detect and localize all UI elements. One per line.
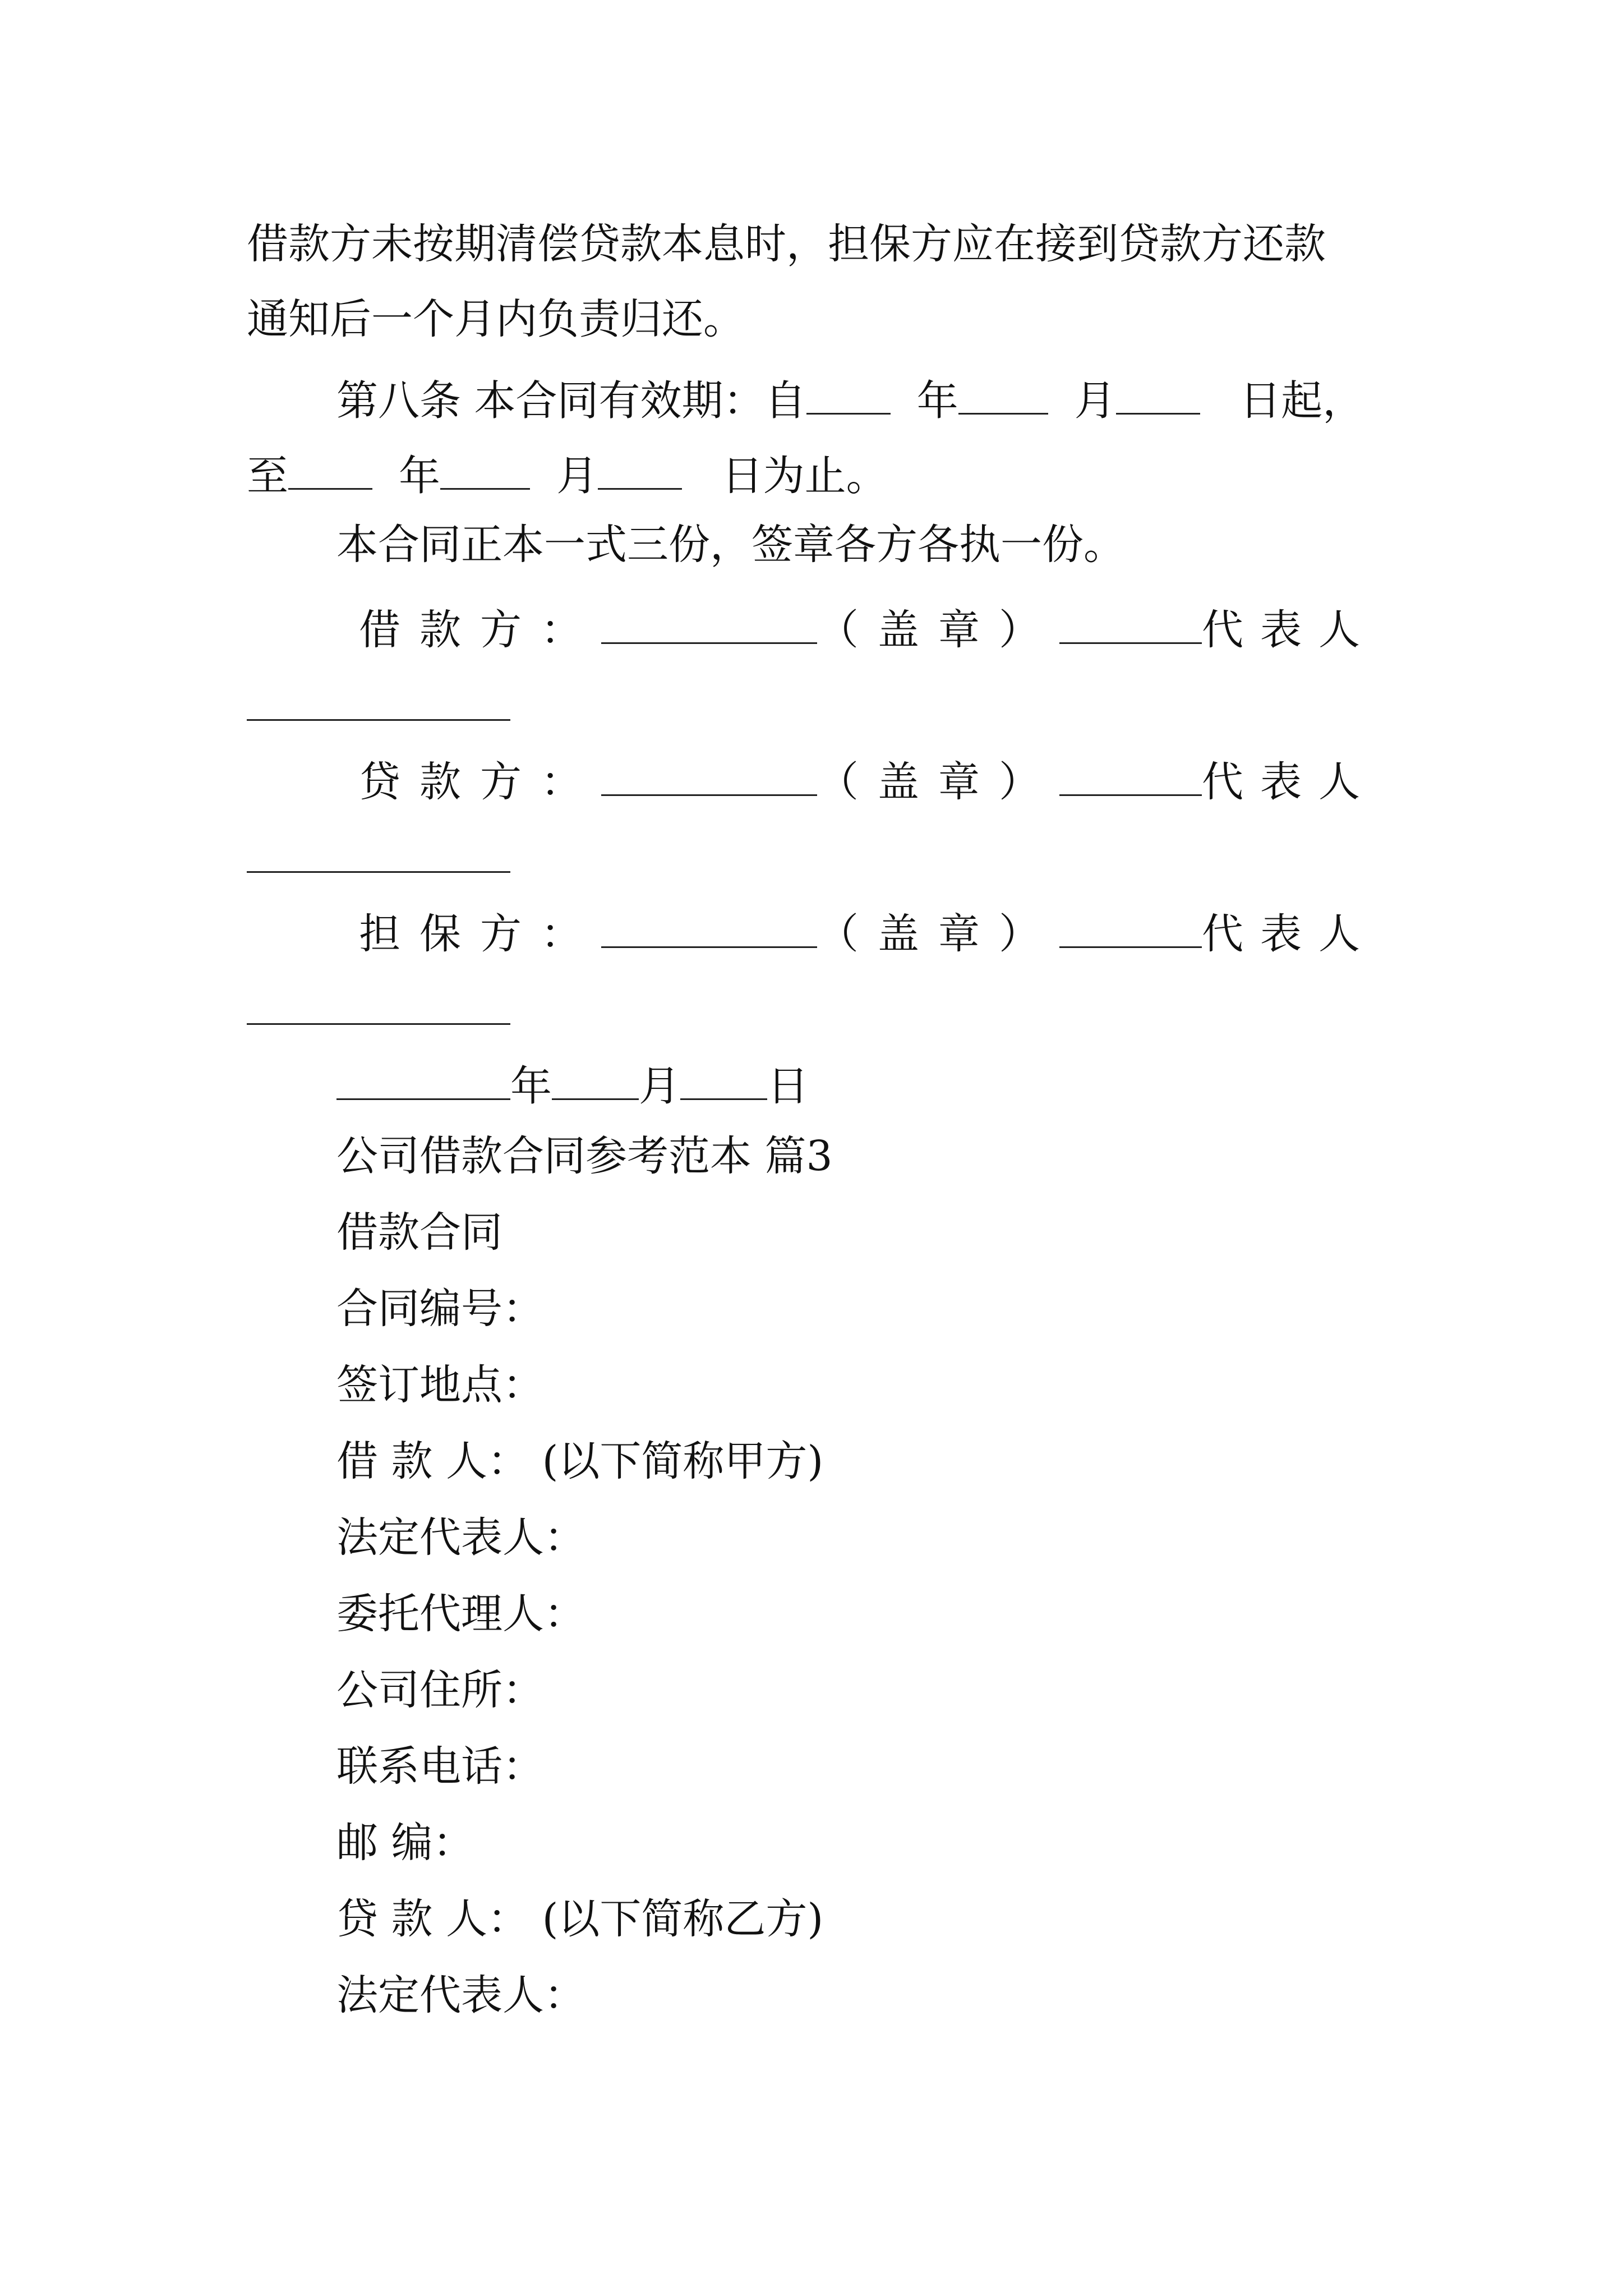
signature-blank [601,907,817,948]
field-line: 贷 款 人： (以下简称乙方) [336,1895,824,1943]
representative-label: 代表人 [1202,910,1377,959]
field-line: 联系电话： [336,1742,544,1791]
field-line: 公司住所： [336,1666,544,1714]
party-label: 贷款方： [359,758,601,807]
blank-underline [288,449,372,490]
paragraph-line: 通知后一个月内负责归还。 [247,295,745,343]
seal-label: （盖章） [817,758,1060,807]
signature-blank [1059,907,1202,948]
signature-blank [1059,755,1202,796]
field-line: 委托代理人： [336,1590,585,1638]
signature-blank [601,603,817,644]
blank-underline [598,449,682,490]
copies-statement: 本合同正本一式三份，签章各方各执一份。 [336,521,1125,569]
field-line: 法定代表人： [336,1971,585,2019]
blank-underline [680,1059,767,1100]
field-line: 签订地点： [336,1361,544,1409]
representative-underline [247,1023,510,1025]
month-label: 月 [639,1062,680,1111]
month-label: 月 [556,452,598,500]
contract-title: 借款合同 [336,1208,502,1257]
signature-row-borrower [359,603,1377,655]
representative-label: 代表人 [1202,606,1377,655]
representative-underline [247,719,510,721]
blank-underline [440,449,530,490]
section-title: 公司借款合同参考范本 篇3 [336,1132,833,1180]
article-eight-prefix: 第八条 本合同有效期：自 [336,376,806,425]
paragraph-line: 借款方未按期清偿贷款本息时，担保方应在接到贷款方还款 [247,220,1326,268]
date-line [336,1059,809,1111]
article-eight-line [336,374,1364,425]
year-label: 年 [510,1062,552,1111]
blank-underline [336,1059,510,1100]
signature-blank [1059,603,1202,644]
representative-label: 代表人 [1202,758,1377,807]
day-start-label: 日起， [1239,376,1364,425]
month-label: 月 [1074,376,1116,425]
seal-label: （盖章） [817,606,1060,655]
year-label: 年 [399,452,441,500]
seal-label: （盖章） [817,910,1060,959]
field-line: 邮 编： [336,1819,474,1867]
party-label: 担保方： [359,910,601,959]
representative-underline [247,871,510,873]
blank-underline [806,374,891,415]
signature-row-lender [359,755,1377,807]
day-end-label: 日为止。 [721,452,888,500]
to-label: 至 [247,452,288,500]
field-line: 借 款 人： (以下简称甲方) [336,1437,824,1485]
blank-underline [958,374,1048,415]
blank-underline [1116,374,1200,415]
year-label: 年 [916,376,958,425]
blank-underline [552,1059,639,1100]
day-label: 日 [767,1062,809,1111]
signature-blank [601,755,817,796]
field-line: 法定代表人： [336,1513,585,1562]
article-eight-line-2 [247,449,888,500]
signature-row-guarantor [359,907,1377,959]
party-label: 借款方： [359,606,601,655]
field-line: 合同编号： [336,1285,544,1333]
